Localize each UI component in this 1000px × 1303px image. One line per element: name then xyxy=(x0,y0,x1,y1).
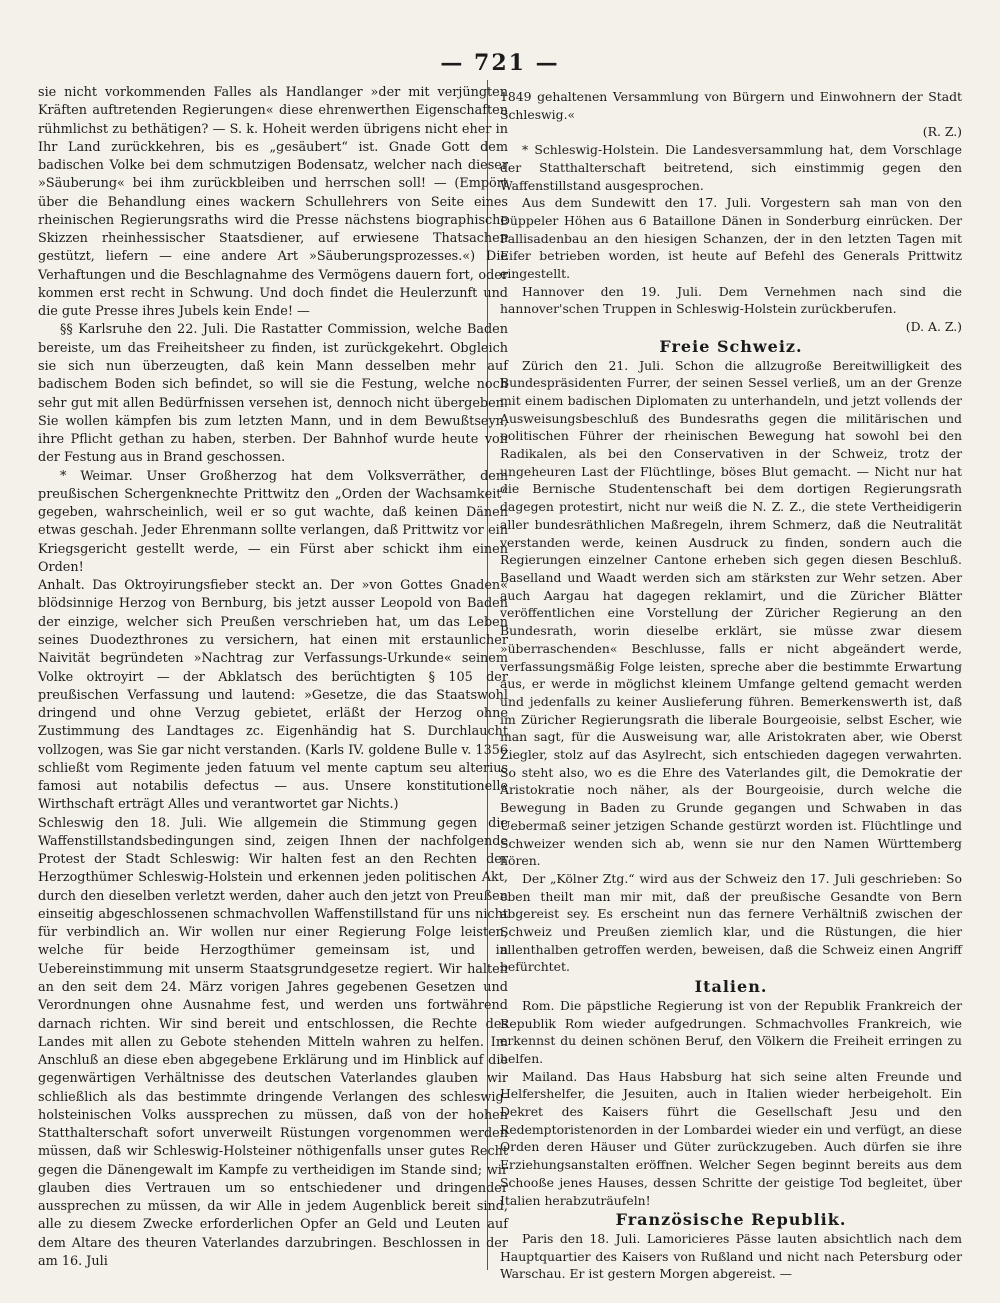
paragraph: Der „Kölner Ztg.“ wird aus der Schweiz den 17. Juli geschrieben: So eben theilt man mir mit, daß der preußische Gesandte von Bern abgereist sey. Es erscheint nun das fernere Verhältniß zwischen der Schweiz und Preußen ziemlich klar, und die Rüstungen, die hier allenthalben getroffen werden, beweisen, daß die Schweiz einen Angriff befürchtet. xyxy=(500,870,962,975)
paragraph: Anhalt. Das Oktroyirungsfieber steckt an. Der »von Gottes Gnaden« blödsinnige Herzog von Bernburg, bis jetzt ausser Leopold von Baden der einzige, welcher sich Preußen verschrieben hat, um das Leben seines Duodezthrones zu versichern, hat einen mit erstaunlicher Naivität begründeten »Nachtrag zur Verfassungs-Urkunde« seinem Volke oktroyirt — der Abklatsch des berüchtigten § 105 der preußischen Verfassung und lautend: »Gesetze, die das Staatswohl dringend und ohne Verzug gebietet, erläßt der Herzog ohne Zustimmung des Landtages zc. Eigenhändig hat S. Durchlaucht vollzogen, was Sie gar nicht verstanden. (Karls IV. goldene Bulle v. 1356 schließt vom Regimente jeden fatuum vel mente captum seu alterius famosi aut notabilis defectus — aus. Unsere konstitutionelle Wirthschaft erträgt Alles und verantwortet gar Nichts.) xyxy=(38,578,508,813)
paragraph: 1849 gehaltenen Versammlung von Bürgern und Einwohnern der Stadt Schleswig.« xyxy=(500,89,962,122)
paragraph: * Schleswig-Holstein. Die Landesversammlung hat, dem Vorschlage der Statthalterschaft beitretend, sich einstimmig gegen den Waffenstillstand ausgesprochen. xyxy=(500,142,962,193)
paragraph: Schleswig den 18. Juli. Wie allgemein die Stimmung gegen die Waffenstillstandsbedingungen sind, zeigen Ihnen der nachfolgende Protest der Stadt Schleswig: Wir halten fest an den Rechten der Herzogthümer Schleswig-Holstein und erkennen jeden politischen Akt, durch den dieselben verletzt werden, daher auch den jetzt von Preußen einseitig abgeschlossenen schmachvollen Waffenstillstand für uns nicht für verbindlich an. Wir wollen nur einer Regierung Folge leisten, welche für beide Herzogthümer gemeinsam ist, und in Uebereinstimmung mit unserm Staatsgrundgesetze regiert. Wir halten an den seit dem 24. März vorigen Jahres gegebenen Gesetzen und Verordnungen ohne Ausnahme fest, und werden uns fortwährend darnach richten. Wir sind bereit und entschlossen, die Rechte des Landes mit allen zu Gebote stehenden Mitteln wahren zu helfen. Im Anschluß an diese eben abgegebene Erklärung und im Hinblick auf die gegenwärtigen Verhältnisse des deutschen Vaterlandes glauben wir schließlich als das bestimmte dringende Verlangen des schleswig-holsteinischen Volks aussprechen zu müssen, daß von der hohen Statthalterschaft sofort unverweilt Rüstungen vorgenommen werden müssen, daß wir Schleswig-Holsteiner nöthigenfalls unser gutes Recht gegen die Dänengewalt im Kampfe zu vertheidigen im Stande sind; wir glauben dies Vertrauen um so entschiedener und dringender aussprechen zu müssen, da wir Alle in jedem Augenblick bereit sind, alle zu diesem Zwecke erforderlichen Opfer an Geld und Leuten auf dem Altare des theuren Vaterlandes darzubringen. Beschlossen in der am 16. Juli xyxy=(38,815,508,1269)
left-column xyxy=(38,84,508,1271)
paragraph: Hannover den 19. Juli. Dem Vernehmen nach sind die hannover'schen Truppen in Schleswig-Holstein zurückberufen. xyxy=(500,283,962,317)
paragraph: * Weimar. Unser Großherzog hat dem Volksverräther, dem preußischen Schergenknechte Prittwitz den „Orden der Wachsamkeit“ gegeben, wahrscheinlich, weil er so gut wachte, daß keinen Dänen etwas geschah. Jeder Ehrenmann sollte verlangen, daß Prittwitz vor ein Kriegsgericht gestellt werde, — ein Fürst aber schickt ihm einen Orden! xyxy=(38,468,508,575)
paragraph: Paris den 18. Juli. Lamoricieres Pässe lauten absichtlich nach dem Hauptquartier des Kaisers von Rußland und nicht nach Petersburg oder Warschau. Er ist gestern Morgen abgereist. — xyxy=(500,1231,962,1282)
paragraph: sie nicht vorkommenden Falles als Handlanger »der mit verjüngten Kräften auftretenden Regierungen« diese ehrenwerthen Eigenschaften rühmlichst zu bethätigen? — S. k. Hoheit werden übrigens nicht eher in Ihr Land zurückkehren, bis es „gesäubert“ ist. Gnade Gott dem badischen Volke bei dem schmutzigen Bodensatz, welcher nach dieser »Säuberung« bei ihm zurückbleiben und herrschen soll! — (Empört über die Behandlung eines wackern Schullehrers von Seite eines rheinischen Regierungsraths wird die Presse nächstens biographische Skizzen rheinhessischer Staatsdiener, auf erwiesene Thatsachen gestützt, liefern — eine andere Art »Säuberungsprozesses.«) Die Verhaftungen und die Beschlagnahme des Vermögens dauern fort, oder kommen erst recht in Schwung. Und doch findet die Heulerzunft und die gute Presse ihres Jubels kein Ende! — xyxy=(38,85,508,320)
paragraph: Aus dem Sundewitt den 17. Juli. Vorgestern sah man von den Düppeler Höhen aus 6 Bataillone Dänen in Sonderburg einrücken. Der Pallisadenbau an den hiesigen Schanzen, der in den letzten Tagen mit Eifer betrieben worden, ist heute auf Befehl des Generals Prittwitz eingestellt. xyxy=(500,195,962,282)
page-number: — 721 — xyxy=(440,50,560,76)
source-credit: (D. A. Z.) xyxy=(905,319,962,335)
source-credit: (R. Z.) xyxy=(922,124,962,140)
section-heading: Französische Republik. xyxy=(615,1210,847,1230)
paragraph: Rom. Die päpstliche Regierung ist von der Republik Frankreich der Republik Rom wieder aufgedrungen. Schmachvolles Frankreich, wie erkennst du deinen schönen Beruf, den Völkern die Freiheit erringen zu helfen. xyxy=(500,997,962,1066)
paragraph: Mailand. Das Haus Habsburg hat sich seine alten Freunde und Helfershelfer, die Jesuiten, auch in Italien wieder herbeigeholt. Ein Dekret des Kaisers führt die Gesellschaft Jesu und den Redemptoristenorden in der Lombardei wieder ein und verfügt, an diese Orden deren Häuser und Güter zurückzugeben. Auch dürfen sie ihre Erziehungsanstalten eröffnen. Welcher Segen beginnt bereits aus dem Schooße jenes Hauses, dessen Schritte der geistige Tod begleitet, über Italien herabzuträufeln! xyxy=(500,1068,962,1208)
right-column xyxy=(500,88,962,1283)
paragraph: Zürich den 21. Juli. Schon die allzugroße Bereitwilligkeit des Bundespräsidenten Furrer, der seinen Sessel verließ, um an der Grenze mit einem badischen Diplomaten zu unterhandeln, und jetzt vollends der Ausweisungsbeschluß des Bundesraths gegen die militärischen und politischen Führer der rheinischen Bewegung hat sowohl bei den Radikalen, als bei den Conservativen in der Schweiz, trotz der ungeheuren Last der Flüchtlinge, böses Blut gemacht. — Nicht nur hat die Bernische Studentenschaft bei dem dortigen Regierungsrath dagegen protestirt, nicht nur weiß die N. Z. Z., die stete Vertheidigerin aller bundesräthlichen Maßregeln, ihrem Schmerz, daß die Neutralität verstanden werde, keinen Ausdruck zu finden, sondern auch die Regierungen einzelner Cantone erheben sich gegen diesen Beschluß. Baselland und Waadt werden sich am stärksten zur Wehr setzen. Aber auch Aargau hat dagegen reklamirt, und die Züricher Blätter veröffentlichen eine Vorstellung der Züricher Regierung an den Bundesrath, worin dieselbe erklärt, sie müsse zwar diesem »überraschenden« Beschlusse, falls er nicht abgeändert werde, verfassungsmäßig Folge leisten, spreche aber die bestimmte Erwartung aus, er werde in möglichst kleinem Umfange geltend gemacht werden und jedenfalls zu keiner Auslieferung führen. Bemerkenswerth ist, daß im Züricher Regierungsrath die liberale Bourgeoisie, selbst Escher, wie man sagt, für die Ausweisung war, alle Aristokraten aber, wie Oberst Ziegler, stolz auf das Asylrecht, sich entschieden dagegen verwahrten. So steht also, wo es die Ehre des Vaterlandes gilt, die Demokratie der Aristokratie noch näher, als der Bourgeoisie, durch welche die Bewegung in Baden zu Grunde gegangen und Schwaben in das Uebermaß seiner jetzigen Schande gestürzt worden ist. Flüchtlinge und Schweizer wenden sich ab, wenn sie nur den Namen Württemberg hören. xyxy=(500,357,962,869)
section-heading: Freie Schweiz. xyxy=(659,336,803,356)
section-heading: Italien. xyxy=(694,977,768,997)
paragraph: §§ Karlsruhe den 22. Juli. Die Rastatter Commission, welche Baden bereiste, um das Freiheitsheer zu finden, ist zurückgekehrt. Obgleich sie sich nun überzeugten, daß kein Mann desselben mehr auf badischem Boden sich befindet, so will sie die Festung, welche noch sehr gut mit allen Bedürfnissen versehen ist, dennoch nicht übergeben. Sie wollen kämpfen bis zum letzten Mann, und in dem Bewußtseyn, ihre Pflicht gethan zu haben, sterben. Der Bahnhof wurde heute von der Festung aus in Brand geschossen. xyxy=(38,322,508,466)
